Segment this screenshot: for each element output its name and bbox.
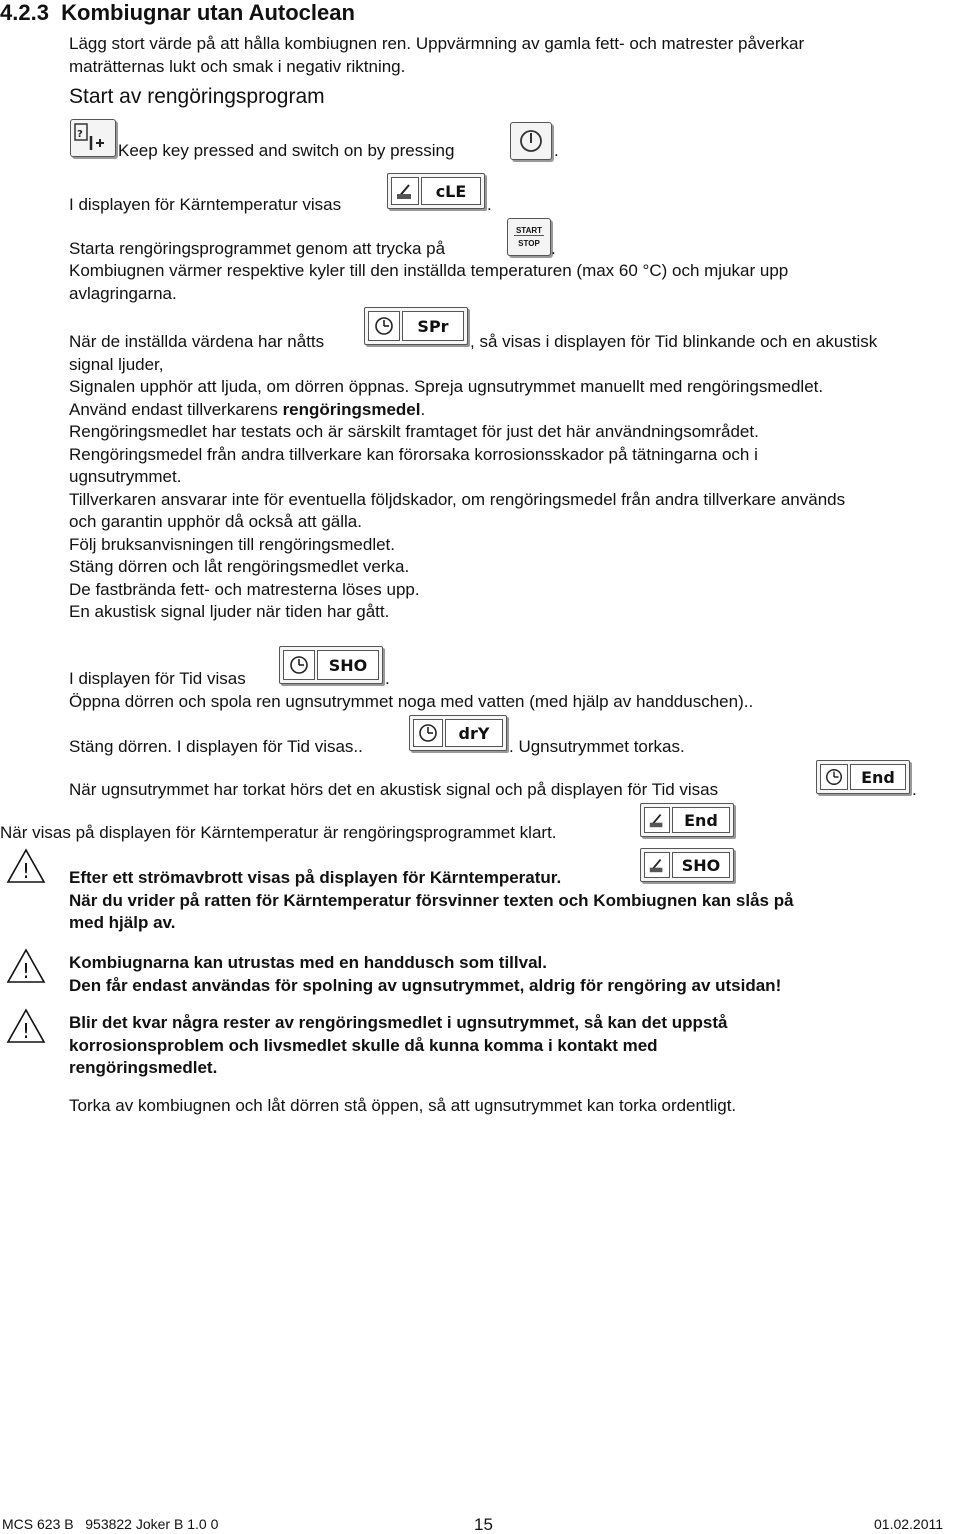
warning-line: Den får endast användas för spolning av ugnsutrymmet, aldrig för rengöring av utsidan!: [69, 975, 782, 995]
display-code: End: [684, 810, 718, 830]
subheading: Start av rengöringsprogram: [69, 85, 325, 108]
instruction-line: och garantin upphör då också att gälla.: [69, 512, 362, 531]
display-code: SPr: [417, 316, 449, 336]
core-temp-display: [640, 803, 734, 837]
time-display: [409, 715, 507, 751]
warning-icon: [6, 1008, 46, 1044]
warning-line: Kombiugnarna kan utrustas med en handdusch som tillval.: [69, 953, 547, 972]
core-temp-display: [387, 173, 485, 209]
warning-hand-shower: [69, 952, 949, 997]
stop-label: STOP: [518, 239, 540, 248]
instruction-line: Stäng dörren och låt rengöringsmedlet verka.: [69, 557, 410, 576]
display-code: End: [861, 767, 895, 787]
time-display: [279, 646, 383, 684]
instruction-line: Rengöringsmedlet har testats och är särskilt framtaget för just det här användningsområdet.: [69, 422, 759, 441]
section-number: 4.2.3: [0, 0, 49, 25]
time-display: [816, 760, 910, 794]
svg-text:!: !: [21, 959, 31, 983]
warning-line: med hjälp av.: [69, 913, 176, 932]
step2-text: I displayen för Kärntemperatur visas: [69, 195, 342, 214]
program-key-icon: [70, 119, 116, 157]
closing-text: Torka av kombiugnen och låt dörren stå öppen, så att ugnsutrymmet kan torka ordentligt.: [69, 1096, 737, 1115]
instruction-line: Tillverkaren ansvarar inte för eventuella följdskador, om rengöringsmedel från andra tillverkare används: [69, 489, 846, 509]
power-key-icon: [510, 122, 552, 160]
instruction-line: De fastbrända fett- och matresterna löses upp.: [69, 579, 420, 599]
step1-text: Keep key pressed and switch on by pressing: [118, 141, 455, 160]
step10-text: När visas på displayen för Kärntemperatur är rengöringsprogrammet klart.: [0, 823, 557, 842]
instructions: [69, 376, 949, 624]
step9-text: När ugnsutrymmet har torkat hörs det en akustisk signal och på displayen för Tid visas: [69, 780, 719, 799]
display-code: cLE: [435, 181, 467, 201]
warning-line: Blir det kvar några rester av rengöringsmedlet i ugnsutrymmet, så kan det uppstå: [69, 1013, 728, 1032]
warning-icon: [6, 948, 46, 984]
instruction-line: Använd endast tillverkarens rengöringsmedel.: [69, 399, 426, 419]
step5-before: När de inställda värdena har nåtts: [69, 332, 325, 351]
step5-after: , så visas i displayen för Tid blinkande och en akustisk: [470, 332, 878, 351]
core-probe-icon: [644, 807, 670, 833]
warning-line: rengöringsmedlet.: [69, 1058, 218, 1077]
warning-line: När du vrider på ratten för Kärntemperatur försvinner texten och Kombiugnen kan slås på: [69, 890, 794, 910]
step9-end: .: [912, 780, 917, 799]
step1-end: .: [554, 141, 559, 160]
footer-doc-id: MCS 623 B 953822 Joker B 1.0 0: [2, 1516, 219, 1532]
core-probe-icon: [391, 177, 419, 205]
step7-text: Öppna dörren och spola ren ugnsutrymmet noga med vatten (med hjälp av handduschen)..: [69, 692, 754, 711]
warning-residue: [69, 1012, 949, 1080]
time-display: [364, 307, 468, 345]
step2-end: .: [487, 195, 492, 214]
svg-text:?: ?: [77, 129, 83, 140]
intro-line: maträtternas lukt och smak i negativ riktning.: [69, 56, 406, 76]
warning-line: korrosionsproblem och livsmedlet skulle då kunna komma i kontakt med: [69, 1035, 658, 1055]
step4-line: Kombiugnen värmer respektive kyler till den inställda temperaturen (max 60 °C) och mjukar upp: [69, 261, 789, 280]
intro-line: Lägg stort värde på att hålla kombiugnen ren. Uppvärmning av gamla fett- och matrester påverkar: [69, 34, 805, 53]
instruction-line: ugnsutrymmet.: [69, 467, 182, 486]
clock-icon: [413, 719, 443, 747]
instruction-line: En akustisk signal ljuder när tiden har gått.: [69, 602, 390, 621]
step6-end: .: [385, 669, 390, 688]
footer-page-number: 15: [474, 1515, 493, 1534]
svg-text:!: !: [21, 859, 31, 883]
step4-paragraph: [69, 260, 949, 305]
warning-line: Efter ett strömavbrott visas på displayen för Kärntemperatur.: [69, 868, 562, 887]
intro-paragraph: [69, 33, 949, 78]
section-heading: [0, 0, 355, 26]
instruction-line: Följ bruksanvisningen till rengöringsmedlet.: [69, 534, 395, 554]
bold-term: rengöringsmedel: [282, 399, 421, 419]
step3-end: .: [551, 239, 556, 258]
start-label: START: [515, 226, 543, 235]
step8-before: Stäng dörren. I displayen för Tid visas..: [69, 737, 363, 756]
display-code: SHO: [328, 655, 368, 675]
section-title: Kombiugnar utan Autoclean: [61, 0, 355, 25]
clock-icon: [283, 650, 315, 680]
step1-line: [118, 140, 454, 162]
instruction-line: Signalen upphör att ljuda, om dörren öppnas. Spreja ugnsutrymmet manuellt med rengöringsmedlet.: [69, 377, 824, 396]
step5-line2: signal ljuder,: [69, 355, 164, 374]
warning-power-outage: [69, 867, 949, 935]
display-code: drY: [458, 723, 490, 743]
step4-line: avlagringarna.: [69, 283, 177, 303]
warning-icon: [6, 848, 46, 884]
step3-text: Starta rengöringsprogrammet genom att trycka på: [69, 239, 446, 258]
step8-after: . Ugnsutrymmet torkas.: [509, 737, 685, 756]
instruction-line: Rengöringsmedel från andra tillverkare kan förorsaka korrosionsskador på tätningarna och i: [69, 444, 758, 464]
start-stop-key-icon: [507, 218, 551, 256]
clock-icon: [820, 764, 848, 790]
clock-icon: [368, 311, 400, 341]
svg-text:!: !: [21, 1019, 31, 1043]
display-code: SHO: [681, 855, 721, 875]
step6-text: I displayen för Tid visas: [69, 669, 246, 688]
footer-date: 01.02.2011: [874, 1516, 944, 1532]
